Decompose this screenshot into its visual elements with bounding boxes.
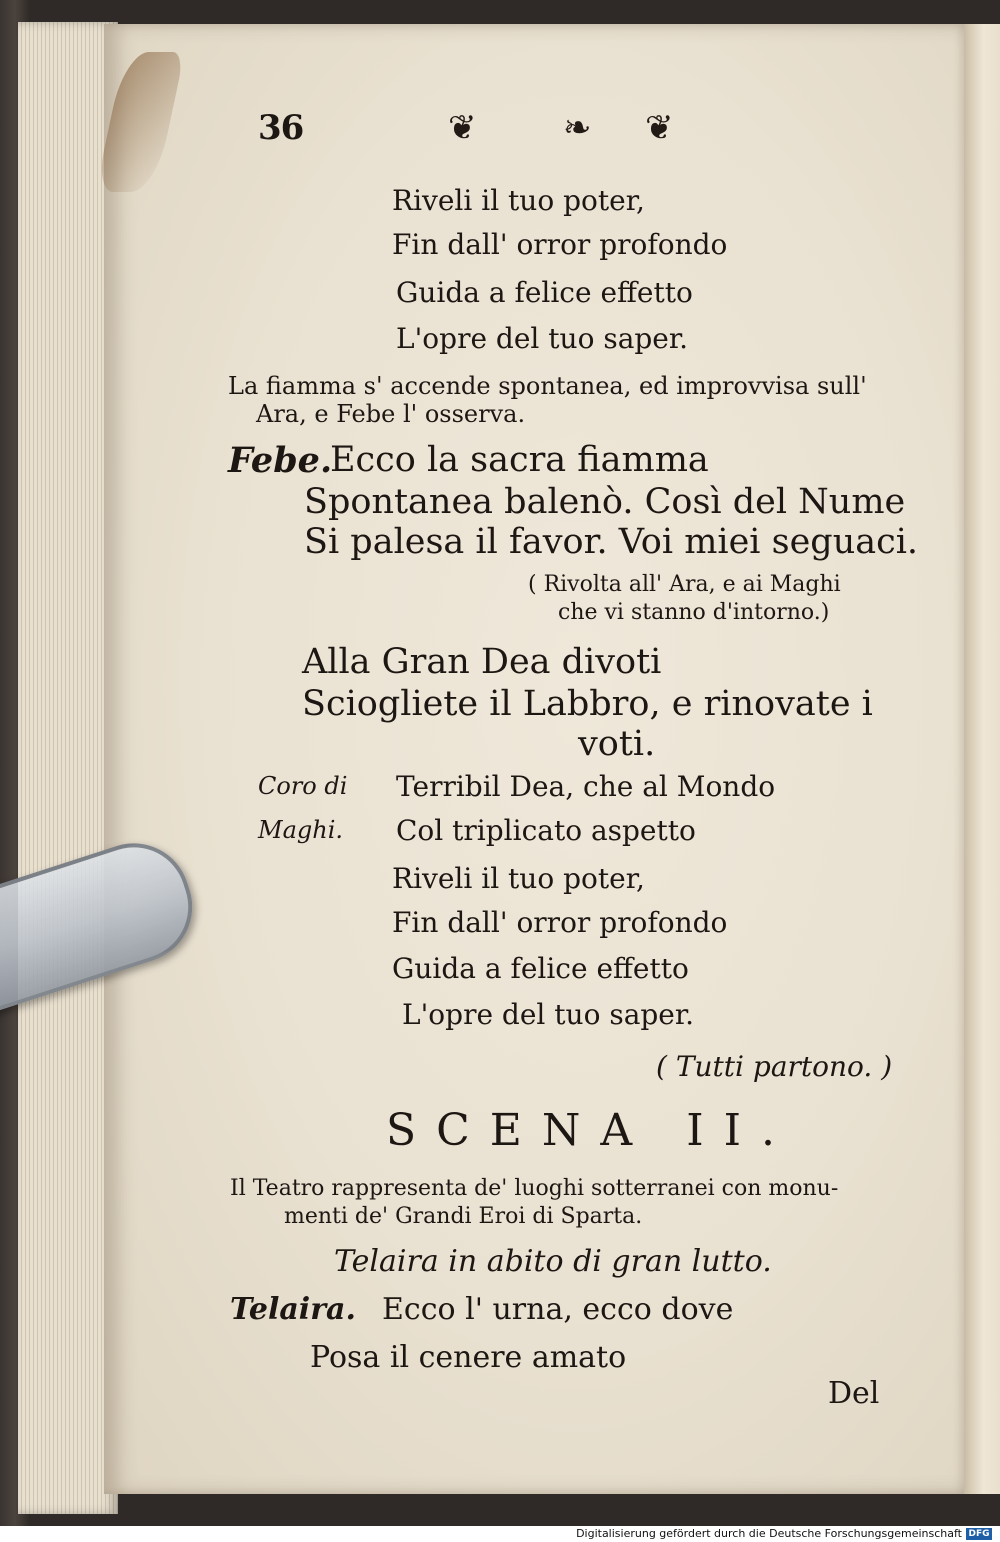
- speech-line: Ecco l' urna, ecco dove: [382, 1292, 734, 1327]
- verse-line: Riveli il tuo poter,: [392, 184, 645, 217]
- chorus-line: L'opre del tuo saper.: [402, 998, 695, 1031]
- chorus-line: Guida a felice effetto: [392, 952, 689, 985]
- speaker-name: Maghi.: [258, 816, 344, 844]
- dfg-logo: DFG: [966, 1528, 992, 1540]
- footer-credit: Digitalisierung gefördert durch die Deutsche Forschungsgemeinschaft: [576, 1527, 962, 1540]
- aside-direction: ( Rivolta all' Ara, e ai Maghi: [528, 572, 841, 597]
- ornament-right-icon: ❦: [645, 108, 674, 148]
- verse-line: Fin dall' orror profondo: [392, 228, 728, 261]
- speech-line: Ecco la sacra fiamma: [330, 440, 709, 480]
- entrance-direction: Telaira in abito di gran lutto.: [334, 1244, 772, 1279]
- speech-line: Si palesa il favor. Voi miei seguaci.: [304, 522, 919, 562]
- speech-line: Sciogliete il Labbro, e rinovate i: [302, 684, 873, 724]
- speaker-name: Coro di: [258, 772, 348, 800]
- ornament-left-icon: ❦: [448, 108, 477, 148]
- chorus-line: Riveli il tuo poter,: [392, 862, 645, 895]
- page-edges-left: [18, 22, 118, 1514]
- verse-line: Guida a felice effetto: [396, 276, 693, 309]
- scene-heading: SCENA II.: [386, 1105, 795, 1156]
- speech-line: Spontanea balenò. Così del Nume: [304, 482, 906, 522]
- chorus-line: Terribil Dea, che al Mondo: [396, 770, 776, 803]
- speech-line: Alla Gran Dea divoti: [302, 642, 662, 682]
- stage-direction: Ara, e Febe l' osserva.: [256, 400, 526, 428]
- page-edges-right: [958, 24, 1000, 1494]
- speech-line: voti.: [578, 724, 656, 764]
- speech-line: Posa il cenere amato: [310, 1340, 627, 1375]
- stage-direction: La fiamma s' accende spontanea, ed improvvisa sull': [228, 372, 867, 400]
- catchword: Del: [828, 1376, 880, 1411]
- chorus-line: Fin dall' orror profondo: [392, 906, 728, 939]
- aside-direction: che vi stanno d'intorno.): [558, 600, 830, 625]
- speaker-name: Febe.: [228, 440, 333, 481]
- ornament-center-icon: ❧: [563, 108, 592, 148]
- chorus-line: Col triplicato aspetto: [396, 814, 696, 847]
- scene-setting: menti de' Grandi Eroi di Sparta.: [284, 1204, 643, 1229]
- exit-direction: ( Tutti partono. ): [656, 1050, 893, 1083]
- scene-setting: Il Teatro rappresenta de' luoghi sotterranei con monu-: [230, 1176, 839, 1201]
- page-number: 36: [258, 108, 304, 148]
- verse-line: L'opre del tuo saper.: [396, 322, 689, 355]
- speaker-name: Telaira.: [230, 1292, 356, 1327]
